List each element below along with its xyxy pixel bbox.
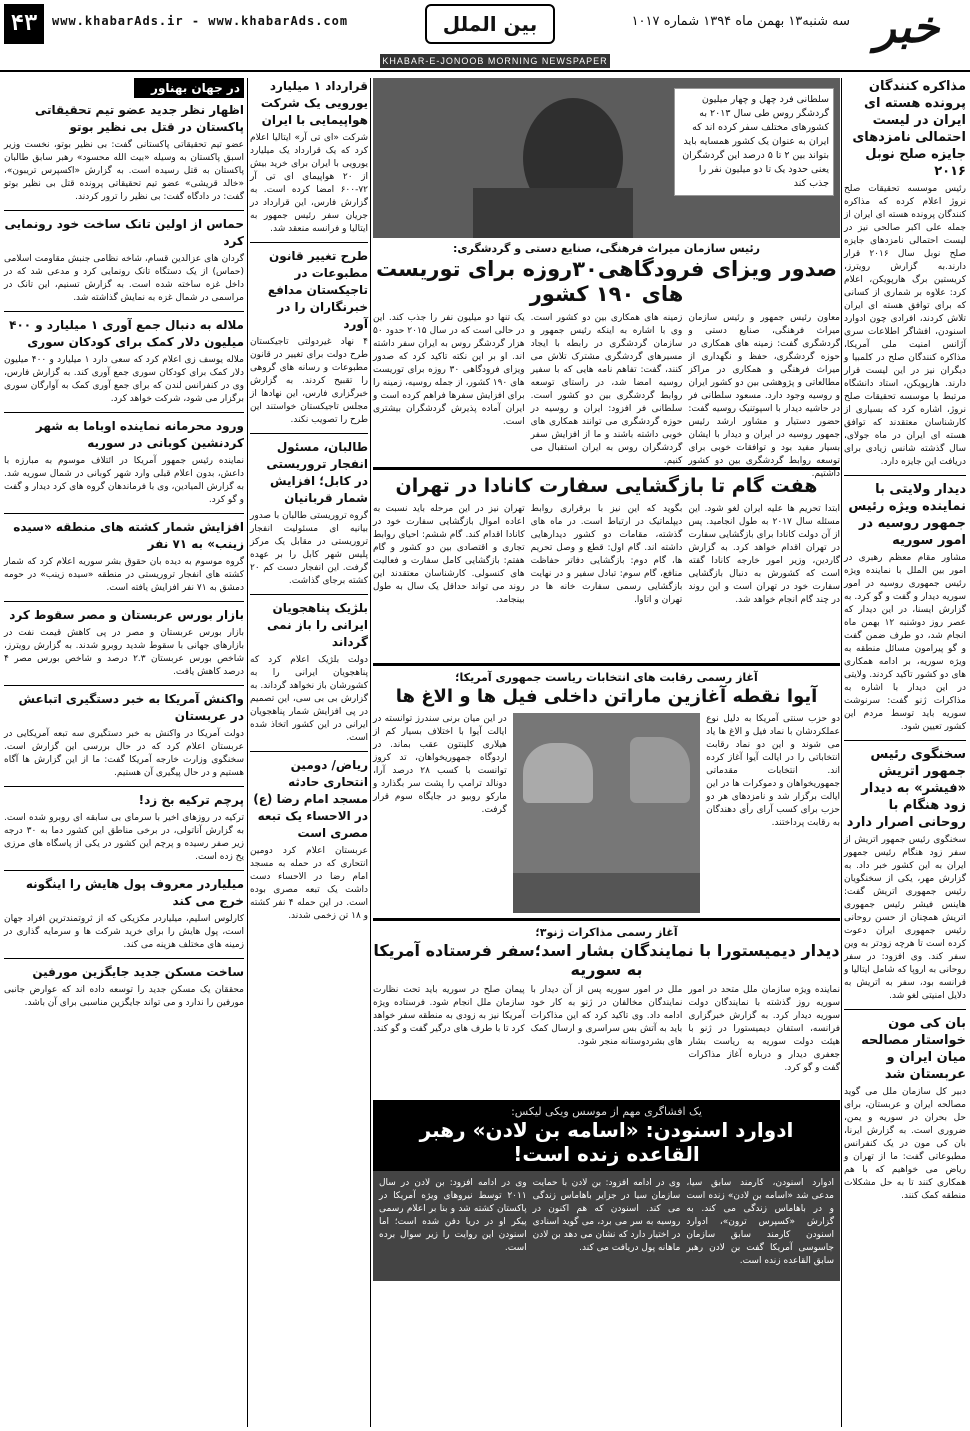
article-title[interactable]: میلیاردر معروف پول هایش را اینگونه خرج می کند xyxy=(25,877,244,908)
story-kicker: آغاز رسمی مذاکرات ژنو۳؛ xyxy=(535,925,678,939)
story-text: معاون رئیس جمهور و رئیس سازمان میراث فرهنگی، صنایع دستی و گردشگری گفت: زمینه های همکاری در حوزه گردشگری، حفظ و نگهداری از میراث فرهنگی و همکاری در مراکز مطالعاتی و پژوهشی بین دو کشور ایران و روسیه وجود دارد. مسعود سلطانی فر در حاشیه دیدار با اسپوتنیک روسیه گفت: حضور دستیار و مشاور ارشد رئیس جمهور روسیه در ایران و دیدار با ایشان بسیار مفید بود و توافقات خوبی برای توسعه روابط گردشگری بین دو کشور داشتیم. xyxy=(688,313,840,480)
divider xyxy=(4,311,244,312)
article-title[interactable]: ورود محرمانه نماینده اوباما به شهر کردنشین کوبانی در سوریه xyxy=(35,419,244,450)
article-body: دبیر کل سازمان ملل می گوید مصالحه ایران و عربستان، برای حل بحران در سوریه و یمن، ضروری است. به گزارش ایرنا، بان کی مون در یک کنفرانس مطبوعاتی گفت: ما از تهران و ریاض می خواهیم که با هم همکاری کنند تا به حل مشکلات منطقه کمک کنند. xyxy=(844,1087,966,1201)
article-title[interactable]: افزایش شمار کشته های منطقه «سیده زینب» به ۷۱ نفر xyxy=(13,520,244,551)
story-text: دو حزب سنتی آمریکا به دلیل نوع عملکردشان با نماد فیل و الاغ ها یاد می شوند و این دو نماد رقابت انتخاباتی را در ایالت آیوا آغاز کرده اند. انتخابات مقدماتی جمهوریخواهان و دموکرات ها در این ایالت برگزار شد و نامزدهای هر دو حزب برای کسب آرای رأی دهندگان به رقابت پرداختند. xyxy=(706,713,840,828)
left-column xyxy=(4,78,244,1427)
story-text: یک تنها دو میلیون نفر را جذب کند. این در حالی است که در سال ۲۰۱۵ حدود ۵۰ هزار گردشگر روس به ایران سفر داشته اند. او بر این نکته تاکید کرد که صدور ویزای فرودگاهی ۳۰ روزه برای توریست های ۱۹۰ کشور، از جمله روسیه، زمینه را برای افزایش سفرها فراهم کرده است و ایران آماده پذیرش گردشگران بیشتری است. xyxy=(372,313,525,428)
story-headline[interactable]: آیوا نقطه آغازین ماراتن داخلی فیل ها و الاغ ها xyxy=(395,686,818,708)
divider xyxy=(4,210,244,211)
article-body: دولت آمریکا در واکنش به خبر دستگیری سه تبعه آمریکایی در عربستان اعلام کرد که در حال بررسی این گزارش است. سخنگوی وزارت خارجه آمریکا گفت: ما از این گزارش ها آگاه هستیم و در حال پیگیری آن هستیم. xyxy=(4,729,244,778)
divider xyxy=(373,663,840,666)
masthead xyxy=(0,0,970,72)
divider xyxy=(4,412,244,413)
news-photo xyxy=(373,78,840,238)
article-title[interactable]: سخنگوی رئیس جمهور اتریش «فیشر» به دیدار زود هنگام با روحانی اصرار دارد xyxy=(846,747,966,830)
section-box-header: در جهان بهناور xyxy=(134,78,244,98)
divider xyxy=(373,918,840,921)
article-body: دولت بلژیک اعلام کرد که پناهجویان ایرانی را به کشورشان باز نخواهد گرداند. به گزارش بی بی سی، این تصمیم در پی افزایش شمار پناهجویان ایرانی در این کشور اتخاذ شده است. xyxy=(250,655,368,743)
article-body: عضو تیم تحقیقاتی پاکستانی گفت: بی نظیر بوتو، نخست وزیر اسبق پاکستان به وسیله «بیت الله محسود» رهبر سابق طالبان پاکستان به قتل رسیده است. به گزارش «اکسپرس تریبون»، «خالد قریشی» عضو تیم تحقیقاتی پرونده قتل بی نظیر بوتو گفت: در دادگاه گفت: بی نظیر را ترور کردند. xyxy=(4,140,244,202)
article-body: بازار بورس عربستان و مصر در پی کاهش قیمت نفت در بازارهای جهانی با سقوط شدید روبرو شدند. به گزارش رویترز، شاخص بورس عربستان ۲.۳ درصد و شاخص بورس مصر ۴ درصد کاهش یافت. xyxy=(4,628,244,677)
article-title[interactable]: ساخت مسکن جدید جایگزین مورفین xyxy=(32,965,244,979)
article-title[interactable]: ریاض/ دومین انتحاری حادثه مسجد امام رضا (ع) در الاحساء یک تبعه مصری است xyxy=(253,758,368,840)
article-title[interactable]: اظهار نظر جدید عضو تیم تحقیقاتی پاکستان در قتل بی نظیر بوتو xyxy=(34,103,244,134)
divider xyxy=(4,601,244,602)
story-columns xyxy=(372,312,840,480)
divider xyxy=(250,751,368,752)
featured-box-body xyxy=(373,1171,840,1281)
article-body: مشاور مقام معظم رهبری در امور بین الملل با نماینده ویژه رئیس جمهوری روسیه در امور سوریه دیدار و گفت و گو کرد. به گزارش ایسنا، در این دیدار که عصر روز دوشنبه ۱۲ بهمن ماه انجام شد، دو طرف ضمن گفت و گو پیرامون مسائل منطقه به ویژه سوریه، بر ادامه همکاری های دو کشور تاکید کردند. ولایتی در این دیدار با اشاره به مذاکرات ژنو گفت: سرنوشت سوریه باید توسط مردم این کشور تعیین شود. xyxy=(844,553,966,732)
article-body: سخنگوی رئیس جمهور اتریش از سفر زود هنگام رئیس جمهور ایران به این کشور خبر داد. به گزارش مهر، یکی از سخنگویان رئیس جمهوری اتریش گفت: هاینس فیشر رئیس جمهوری اتریش همچنان از حسن روحانی رئیس جمهوری ایران دعوت کرده است تا هرچه زودتر به وین سفر کند. وی افزود: در سفر روحانی به اروپا که شامل ایتالیا و فرانسه بود، سفر به اتریش به دلایل امنیتی لغو شد. xyxy=(844,835,966,1001)
column-divider xyxy=(247,78,248,1427)
article-body: شرکت «ای تی آر» ایتالیا اعلام کرد که یک قرارداد یک میلیارد یورویی با ایران برای خرید بیش از ۲۰ هواپیمای ای تی آر ۷۲-۶۰۰ امضا کرده است. به گزارش فارس، این قرارداد در جریان سفر رئیس جمهور به ایتالیا و فرانسه منعقد شد. xyxy=(250,133,368,234)
article-title[interactable]: مذاکره کنندگان پرونده هسته ای ایران در لیست احتمالی نامزدهای جایزه صلح نوبل ۲۰۱۶ xyxy=(852,79,966,179)
article-body: کارلوس اسلیم، میلیاردر مکزیکی که از ثروتمندترین افراد جهان است، پول هایش را برای خرید شرکت ها و سرمایه گذاری در زمینه های مختلف هزینه می کند. xyxy=(4,914,244,950)
divider xyxy=(4,870,244,871)
article-body: گروه تروریستی طالبان با صدور بیانیه ای مسئولیت انفجار تروریستی در مقابل یک مرکز پلیس شهر کابل را بر عهده گرفت. این انفجار دست کم ۲۰ کشته برجای گذاشت. xyxy=(250,511,368,586)
column-divider xyxy=(841,78,842,1427)
story-text: وی در ادامه افزود: بن لادن در سال ۲۰۱۱ توسط نیروهای ویژه آمریکا در پاکستان کشته شد و بنا بر اعلام رسمی پیکر او در دریا دفن شده است؛ اما اسنودن این روایت را زیر سوال برده است. xyxy=(378,1178,527,1254)
divider xyxy=(250,242,368,243)
article-title[interactable]: قرارداد ۱ میلیارد یورویی یک شرکت هواپیمایی با ایران xyxy=(260,79,368,127)
divider xyxy=(844,1009,966,1010)
story-text: ادوارد اسنودن، کارمند سابق سیا، مدعی شد «اسامه بن لادن» زنده است و در باهاماس زندگی می کند. به گزارش «کسپرس ترون»، ادوارد اسنودن کارمند سابق سازمان جاسوسی آمریکا گفت بن لادن رهبر سابق القاعده زنده است. xyxy=(686,1178,834,1267)
article-body: نماینده رئیس جمهور آمریکا در ائتلاف موسوم به مبارزه با داعش، بدون اعلام قبلی وارد شهر کوبانی در شمال سوریه شد. به گزارش المیادین، وی با فرماندهان گروه های کرد دیدار و گفت و گو کرد. xyxy=(4,456,244,505)
article-title[interactable]: ملاله به دنبال جمع آوری ۱ میلیارد و ۴۰۰ میلیون دلار کمک برای کودکان سوری xyxy=(9,318,244,349)
divider xyxy=(4,958,244,959)
middle-column xyxy=(250,78,368,1427)
story-text: زمینه های همکاری بین دو کشور است. وی با اشاره به اینکه رئیس جمهور و سازمان گردشگری در رابطه با ایجاد مسیرهای گردشگری مشترک تلاش می کنند، گفت: تفاهم نامه هایی که با سفیر روسیه امضا شد، در راستای توسعه روابط گردشگری بین دو کشور است. سلطانی فر افزود: ایران و روسیه در حوزه گردشگری می توانند همکاری های خوبی داشته باشند و ما از افزایش سفر گردشگران روس به ایران استقبال می کنیم. xyxy=(530,313,683,467)
right-column xyxy=(844,78,966,1427)
article-title[interactable]: دیدار ولایتی با نماینده ویژه رئیس جمهور روسیه در امور سوریه xyxy=(848,482,966,548)
story-text: وی در ادامه افزود: بن لادن با حمایت سازمان سیا در جزایر باهاماس زندگی می کند. اسنودن که هم اکنون در روسیه به سر می برد، می گوید اسنادی در اختیار دارد که نشان می دهد بن لادن ماهانه پول دریافت می کند. xyxy=(532,1178,681,1254)
article-title[interactable]: واکنش آمریکا به خبر دستگیری اتباعش در عربستان xyxy=(18,692,244,723)
story-columns xyxy=(373,713,840,913)
website-url[interactable]: www.khabarAds.ir - www.khabarAds.com xyxy=(52,14,349,28)
story-text: ملل در امور سوریه پس از آن دیدار با نمایندگان مخالفان در ژنو به کار خود ادامه داد. وی تاکید کرد که این مذاکرات باید به آتش بس سراسری و ارسال کمک های بشردوستانه منجر شود. xyxy=(530,985,683,1048)
story-text: تهران نیز در این مرحله باید نسبت به اعاده اموال بازگشایی سفارت خود در کانادا اقدام کند. گام ششم: احیای روابط تجاری و اقتصادی بین دو کشور و گام هفتم: بازگشایی کامل سفارت و فعالیت های کنسولی. کارشناسان معتقدند این روند می تواند حداقل یک سال به طول بینجامد. xyxy=(372,504,525,606)
story-headline[interactable]: ادوارد اسنودن: «اسامه بن لادن» رهبر القاعده زنده است! xyxy=(419,1118,794,1167)
story-kicker: یک افشاگری مهم از موسس ویکی لیکس: xyxy=(511,1105,702,1119)
divider xyxy=(250,594,368,595)
article-body: رئیس موسسه تحقیقات صلح نروژ اعلام کرده که مذاکره کنندگان پرونده هسته ای ایران از جمله علی اکبر صالحی نیز در لیست احتمالی نامزدهای جایزه صلح نوبل سال ۲۰۱۶ قرار دارند.به گزارش رویترز، کریستین برگ هارپویکن، اعلام کرد: علاوه بر شماری از کسانی که برای توافق هسته ای ایران تلاش کردند، افرادی چون ادوارد اسنودن، افشاگر اطلاعات سری آژانس امنیت ملی آمریکا، مذاکره کنندگان صلح در کلمبیا و دیگران نیز در این لیست قرار دارند. هارپویکن، استاد دانشگاه مرتبط با موسسه تحقیقات صلح نروژ، اشاره کرد که بسیاری از کارشناسان معتقدند که توافق هسته ای ایران در ماه جولای، سال گذشته شانس زیادی برای دریافت این جایزه دارد. xyxy=(844,184,967,467)
divider xyxy=(250,433,368,434)
article-title[interactable]: بان کی مون خواستار مصالحه میان ایران و عربستان شد xyxy=(861,1016,966,1082)
article-title[interactable]: پرچم ترکیه بخ زد! xyxy=(138,793,244,807)
newspaper-strip: KHABAR-E-JONOOB MORNING NEWSPAPER xyxy=(380,54,610,68)
election-illustration xyxy=(513,713,700,913)
story-text: در این میان برنی سندرز توانسته در ایالت آیوا با اختلاف بسیار کم از هیلاری کلینتون عقب بماند. در اردوگاه جمهوریخواهان، تد کروز توانست با کسب ۲۸ درصد آرا، دونالد ترامپ را پشت سر بگذارد و مارکو روبیو در جایگاه سوم قرار گرفت. xyxy=(372,713,507,815)
story-text: نماینده ویژه سازمان ملل متحد در امور سوریه روز گذشته با نمایندگان دولت سوریه دیدار کرد. به گزارش خبرگزاری فرانسه، استفان دیمیستورا در ژنو با هیئت دولت سوریه به ریاست بشار جعفری دیدار و درباره آغاز مذاکرات گفت و گو کرد. xyxy=(688,985,840,1074)
story-kicker: رئیس سازمان میراث فرهنگی، صنایع دستی و گردشگری: xyxy=(453,242,760,255)
divider xyxy=(844,740,966,741)
article-body: ترکیه در روزهای اخیر با سرمای بی سابقه ای روبرو شده است. به گزارش آناتولی، در برخی مناطق این کشور دما به ۳۰ درجه زیر صفر رسیده و پرچم این کشور در یکی از پاسگاه های مرزی یخ زده است. xyxy=(4,813,244,862)
article-body: ۴ نهاد غیردولتی تاجیکستان طرح دولت برای تغییر در قانون مطبوعات و رسانه های گروهی را تقبیح کردند. به گزارش خبرگزاری فارس، این نهادها از مجلس تاجیکستان خواستند این طرح را تصویب نکند. xyxy=(250,337,368,425)
article-body: گردان های عزالدین قسام، شاخه نظامی جنبش مقاومت اسلامی (حماس) از یک دستگاه تانک رونمایی کرد و مدعی شد که در داخل غزه ساخته شده است. به گزارش تسنیم، این تانک در مراسمی در شمال غزه به نمایش گذاشته شد. xyxy=(4,254,244,303)
article-title[interactable]: بازار بورس عربستان و مصر سقوط کرد xyxy=(9,608,244,622)
article-title[interactable]: بلژیک پناهجویان ایرانی را باز نمی گرداند xyxy=(266,601,368,649)
story-columns xyxy=(373,984,840,1094)
divider xyxy=(844,475,966,476)
article-title[interactable]: طرح تغییر قانون مطبوعات در تاجیکستان مدافع خبرنگاران را در آورد xyxy=(267,249,368,331)
donkey-symbol xyxy=(630,737,690,803)
article-body: عربستان اعلام کرد دومین انتحاری که در حمله به مسجد امام رضا در الاحساء دست داشت یک تبعه مصری بوده است. در این حمله ۴ نفر کشته و ۱۸ تن زخمی شدند. xyxy=(250,846,368,921)
story-headline[interactable]: هفت گام تا بازگشایی سفارت کانادا در تهران xyxy=(395,475,818,498)
flag-stripes xyxy=(513,873,700,913)
section-title: بین الملل xyxy=(425,4,555,44)
newspaper-logo: خبر xyxy=(874,2,940,53)
story-columns xyxy=(373,503,840,658)
elephant-symbol xyxy=(523,743,593,803)
column-divider xyxy=(370,78,371,1427)
story-text: پیمان صلح در سوریه باید تحت نظارت سازمان ملل انجام شود. فرستاده ویژه آمریکا نیز به زودی به منطقه سفر خواهد کرد تا با طرف های درگیر گفت و گو کند. xyxy=(372,985,525,1035)
divider xyxy=(4,513,244,514)
microphones xyxy=(473,188,633,238)
article-title[interactable]: حماس از اولین تانک ساخت خود رونمایی کرد xyxy=(4,217,244,248)
photo-caption: سلطانی فرد چهل و چهار میلیون گردشگر روس طی سال ۲۰۱۳ به کشورهای مختلف سفر کرده اند که ایران به عنوان یک کشور همسایه باید بتواند بین ۲ تا ۵ درصد این گردشگران یعنی حدود یک تا دو میلیون نفر را جذب کند xyxy=(674,88,834,196)
story-kicker: آغاز رسمی رقابت های انتخابات ریاست جمهوری آمریکا؛ xyxy=(455,671,758,685)
article-body: ملاله یوسف زی اعلام کرد که سعی دارد ۱ میلیارد و ۴۰۰ میلیون دلار کمک برای کودکان سوری جمع آوری کند. به گزارش فارس، وی در کنفرانس لندن که برای جمع آوری کمک به آوارگان سوری برگزار می شود، شرکت خواهد کرد. xyxy=(4,355,244,404)
page-number: ۴۳ xyxy=(4,4,44,44)
featured-box-header xyxy=(373,1100,840,1171)
article-body: گروه موسوم به دیده بان حقوق بشر سوریه اعلام کرد که شمار کشته های انفجار تروریستی در منطقه «سیده زینب» در حومه دمشق به ۷۱ نفر افزایش یافته است. xyxy=(4,557,244,593)
story-headline[interactable]: صدور ویزای فرودگاهی۳۰روزه برای توریست های ۱۹۰ کشور xyxy=(375,257,838,307)
story-headline[interactable]: دیدار دیمیستورا با نمایندگان بشار اسد؛سفر فرستاده آمریکا به سوریه xyxy=(373,940,840,979)
main-area xyxy=(373,78,840,1427)
article-title[interactable]: طالبان، مسئول انفجار تروریستی در کابل؛ افزایش شمار قربانیان xyxy=(266,440,368,505)
issue-date: سه شنبه۱۳ بهمن ماه ۱۳۹۴ شماره ۱۰۱۷ xyxy=(631,14,850,29)
divider xyxy=(4,685,244,686)
divider xyxy=(4,786,244,787)
article-body: محققان یک مسکن جدید را توسعه داده اند که عوارض جانبی مورفین را ندارد و می تواند جایگزین مناسبی برای آن باشد. xyxy=(4,985,244,1008)
story-text: بگوید که این نیز با برقراری روابط دیپلماتیک در ارتباط است. در ماه های گذشته، مقامات دو کشور دیدارهایی داشته اند. گام اول: قطع و وصل تحریم ها، گام دوم: بازگشایی دفاتر حفاظت منافع، گام سوم: تبادل سفیر و در نهایت بازگشایی رسمی سفارت خانه ها در تهران و اتاوا. xyxy=(530,504,683,606)
story-text: ابتدا تحریم ها علیه ایران لغو شود. این مسئله سال ۲۰۱۷ به طول انجامید. پس از آن دولت کانادا برای بازگشایی سفارت در تهران اقدام خواهد کرد. به گزارش گاردین، وزیر امور خارجه کانادا گفته است که کشورش به دنبال بازگشایی سفارت خود در تهران است و این روند در چند گام انجام خواهد شد. xyxy=(688,504,840,606)
